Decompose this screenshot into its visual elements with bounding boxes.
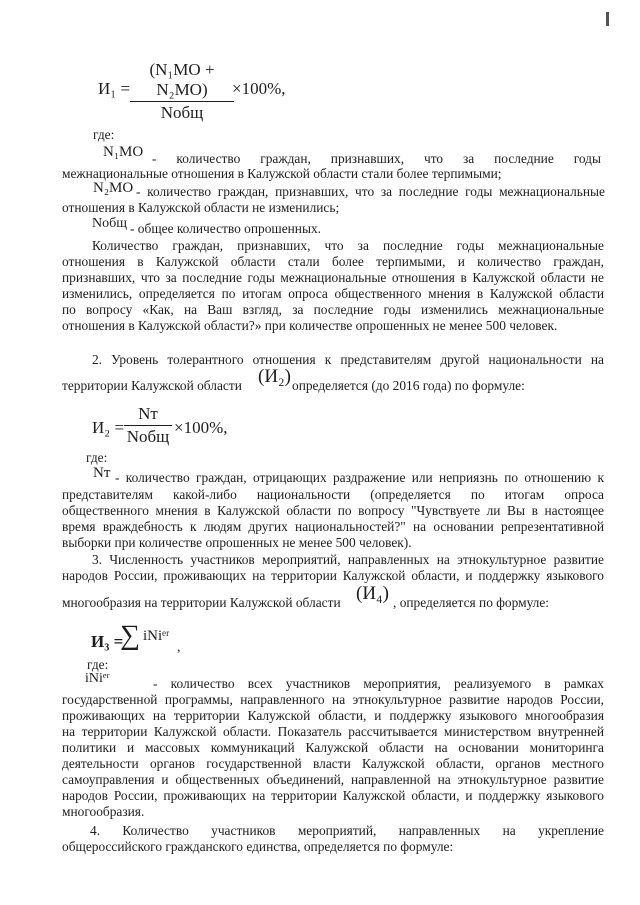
def-text-n1mo-line1: - количество граждан, признавших, что за последние годы bbox=[152, 151, 601, 166]
formula1-lhs: И₁ = bbox=[98, 79, 131, 98]
item3-line2: народов России, проживающих на территории Калужской области, и поддержку языкового bbox=[62, 568, 604, 583]
def3-line7: народов России, проживающих на территории Калужской области, и поддержку языкового bbox=[62, 788, 604, 803]
para1-line6: отношения в Калужской области?» при количестве опрошенных не менее 500 человек. bbox=[62, 318, 558, 333]
def3-symbol: iNiᵉʳ bbox=[85, 671, 110, 686]
formula1-denominator: Nобщ bbox=[160, 103, 204, 122]
item2-line2-post: определяется (до 2016 года) по формуле: bbox=[292, 378, 525, 393]
def2-line1: - количество граждан, отрицающих раздражение или неприязнь по отношению к bbox=[115, 470, 604, 485]
where-label-3: где: bbox=[87, 657, 109, 672]
item3-symbol: (И₄) bbox=[356, 583, 389, 604]
def3-line4: политики и массовых коммуникаций Калужской области на основании мониторинга bbox=[62, 740, 604, 755]
def2-line2: представителям какой-либо национальности (определяется по итогам опроса bbox=[62, 487, 604, 502]
item2-symbol: (И₂) bbox=[258, 366, 291, 387]
formula3-lhs: И₃ = bbox=[91, 632, 124, 651]
item3-line3-pre: многообразия на территории Калужской области bbox=[62, 595, 341, 610]
def3-line8: многообразия. bbox=[62, 804, 145, 819]
def3-line3: на территории Калужской области. Показатель рассчитывается министерством внутренней bbox=[62, 724, 604, 739]
def2-line4: время враждебность к людям других национальностей?" на основании репрезентативной bbox=[62, 519, 604, 534]
formula2-numerator: Nт bbox=[138, 404, 158, 423]
def-text-n2mo-line2: отношения в Калужской области не изменились; bbox=[62, 200, 340, 215]
formula2-denominator: Nобщ bbox=[126, 427, 170, 446]
formula2-fraction bbox=[124, 404, 172, 447]
where-label-1: где: bbox=[93, 127, 115, 142]
def2-line5: выборки при количестве опрошенных не менее 500 человек). bbox=[62, 535, 412, 550]
def2-line3: общественного мнения в Калужской области по вопросу "Чувствуете ли Вы в настоящее bbox=[62, 503, 604, 518]
para1-line3: признавших, что за последние годы межнациональные отношения в Калужской области не bbox=[62, 270, 604, 285]
item3-line1: 3. Численность участников мероприятий, направленных на этнокультурное развитие bbox=[92, 552, 604, 567]
formula3-term: iNiᵉʳ bbox=[143, 628, 170, 644]
para1-line5: по вопросу «Как, на Ваш взгляд, за последние годы изменились межнациональные bbox=[62, 302, 604, 317]
def3-line2: проживающих на территории Калужской области, и поддержку языкового многообразия bbox=[62, 708, 604, 723]
para1-line1: Количество граждан, признавших, что за последние годы межнациональные bbox=[92, 238, 604, 253]
def3-line-first: - количество всех участников мероприятия, реализуемого в рамках bbox=[153, 676, 604, 691]
para1-line2: отношения в Калужской области стали более терпимыми, и количество граждан, bbox=[62, 254, 604, 269]
formula1-fraction-bar bbox=[130, 101, 234, 102]
formula1-rhs: ×100%, bbox=[232, 79, 286, 98]
formula3-tail: , bbox=[177, 640, 181, 655]
def3-line1: государственной программы, направленного на этнокультурное развитие народов России, bbox=[62, 692, 604, 707]
def-text-n2mo-line1: - количество граждан, признавших, что за последние годы межнациональные bbox=[136, 184, 605, 199]
item4-line2: общероссийского гражданского единства, определяется по формуле: bbox=[62, 839, 454, 854]
where-label-2: где: bbox=[86, 450, 108, 465]
formula2-lhs: И₂ = bbox=[92, 418, 125, 437]
item4-line1: 4. Количество участников мероприятий, направленных на укрепление bbox=[90, 823, 604, 838]
item2-line2-pre: территории Калужской области bbox=[62, 378, 242, 393]
def-symbol-n2mo: N₂МО bbox=[93, 180, 134, 196]
page-edge-mark bbox=[606, 12, 609, 26]
def2-symbol: Nт bbox=[93, 465, 111, 481]
item2-line1: 2. Уровень толерантного отношения к представителям другой национальности на bbox=[92, 352, 604, 367]
def-symbol-nobsh: Nобщ bbox=[92, 216, 128, 231]
para1-line4: изменились, определяется по итогам опроса общественного мнения в Калужской области bbox=[62, 286, 604, 301]
formula2-rhs: ×100%, bbox=[174, 418, 228, 437]
def3-line6: самоуправления и общественных объединений, направленной на этнокультурное развитие bbox=[62, 772, 604, 787]
item3-line3-post: , определяется по формуле: bbox=[393, 595, 550, 610]
def-text-n1mo-line2: межнациональные отношения в Калужской области стали более терпимыми; bbox=[62, 166, 502, 181]
def3-line5: деятельности органов государственной власти Калужской области, органов местного bbox=[62, 756, 604, 771]
def-symbol-n1mo: N₁МО bbox=[103, 144, 144, 160]
formula2-fraction-bar bbox=[124, 425, 172, 426]
formula1-fraction bbox=[130, 60, 234, 123]
def-text-nobsh: - общее количество опрошенных. bbox=[130, 221, 322, 236]
formula3-sum-sign: ∑ bbox=[120, 620, 140, 651]
formula1-numerator: (N₁МО + N₂МО) bbox=[149, 60, 215, 99]
